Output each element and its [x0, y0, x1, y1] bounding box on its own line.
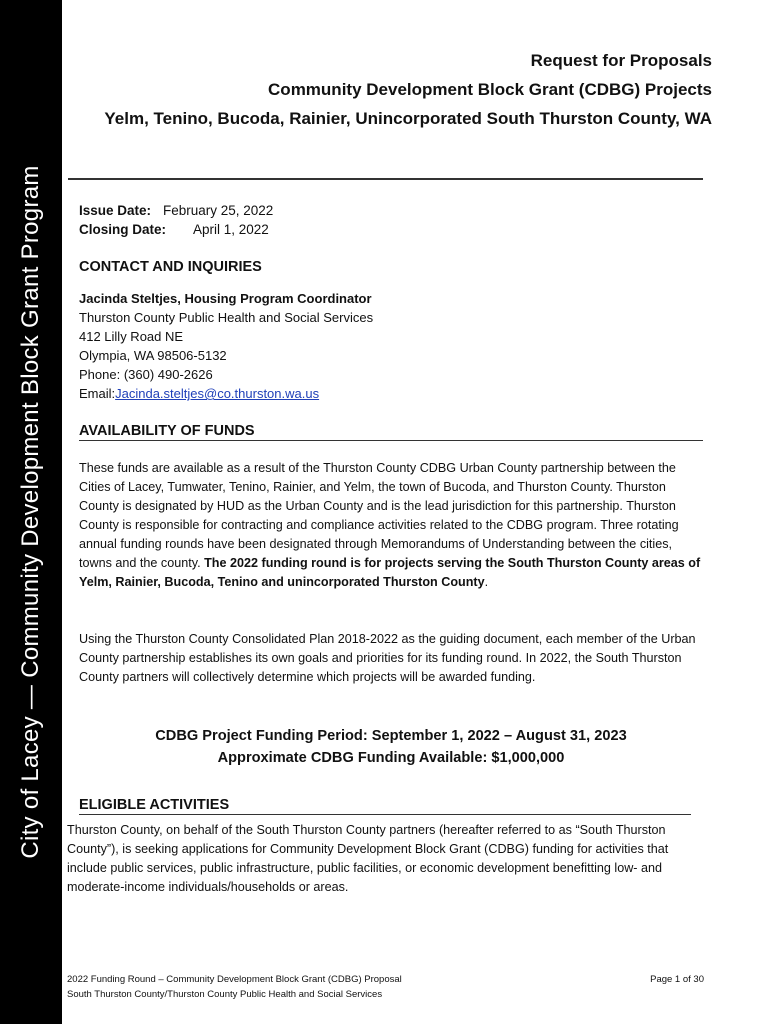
availability-paragraph-1-text: These funds are available as a result of the Thurston County CDBG Urban County partnership between the Cities of Lacey, Tumwater, Tenino, Rainier, and Yelm, the town of Bucoda, and Thurston County. Thurston County is designated by HUD as the Urban County and is the lead jurisdiction for this partnership. Thurston County is responsible for contracting and compliance activities related to the CDBG program. Three rotating annual funding rounds have been designated through Memorandums of Understanding between the cities, towns and the county. [79, 461, 679, 570]
contact-address-line1: 412 Lilly Road NE [79, 329, 184, 344]
availability-paragraph-1-bold: The 2022 funding round is for projects serving the South Thurston County areas of Yelm, Rainier, Bucoda, Tenino and unincorporated Thurston County [79, 556, 701, 589]
footer-line-2: South Thurston County/Thurston County Public Health and Social Services [67, 989, 383, 1000]
sidebar-banner [0, 0, 62, 1024]
contact-section-title: CONTACT AND INQUIRIES [79, 259, 262, 275]
header-rfp-title: Request for Proposals [530, 51, 712, 70]
contact-address-line2: Olympia, WA 98506-5132 [79, 348, 227, 363]
header-program-title: Community Development Block Grant (CDBG) Projects [268, 80, 712, 99]
page-number: Page 1 of 30 [650, 974, 704, 985]
footer-info [67, 972, 402, 1002]
closing-date-row [79, 220, 273, 239]
eligible-section-title: ELIGIBLE ACTIVITIES [79, 797, 691, 815]
contact-email-label: Email: [79, 386, 116, 401]
sidebar-title: City of Lacey — Community Development Block Grant Program [17, 165, 44, 859]
contact-organization: Thurston County Public Health and Social Services [79, 310, 374, 325]
issue-date-label: Issue Date: [79, 203, 152, 218]
dates-block [79, 201, 273, 239]
header-divider [68, 178, 703, 180]
eligible-paragraph: Thurston County, on behalf of the South Thurston County partners (hereafter referred to as “South Thurston County”), is seeking applications for Community Development Block Grant (CDBG) funding for activities that include public services, public infrastructure, public facilities, or economic development benefitting low- and moderate-income individuals/households or areas. [67, 823, 669, 894]
footer-line-1: 2022 Funding Round – Community Development Block Grant (CDBG) Proposal [67, 974, 402, 985]
document-header [104, 46, 712, 133]
closing-date-value: April 1, 2022 [193, 222, 269, 237]
contact-name: Jacinda Steltjes, Housing Program Coordinator [79, 291, 372, 306]
contact-phone: Phone: (360) 490-2626 [79, 367, 213, 382]
issue-date-value: February 25, 2022 [163, 203, 274, 218]
closing-date-label: Closing Date: [79, 222, 167, 237]
funding-summary [79, 725, 703, 769]
contact-email-row [79, 384, 373, 403]
availability-paragraph-1 [79, 459, 705, 592]
contact-email-link[interactable]: Jacinda.steltjes@co.thurston.wa.us [115, 386, 320, 401]
availability-section-title: AVAILABILITY OF FUNDS [79, 423, 703, 441]
funding-amount: Approximate CDBG Funding Available: $1,000,000 [217, 750, 565, 766]
contact-block [79, 289, 373, 403]
availability-paragraph-2: Using the Thurston County Consolidated Plan 2018-2022 as the guiding document, each member of the Urban County partnership establishes its own goals and priorities for its funding round. In 2022, the South Thurston County partners will collectively determine which projects will be awarded funding. [79, 632, 696, 684]
header-locations: Yelm, Tenino, Bucoda, Rainier, Unincorporated South Thurston County, WA [104, 109, 712, 128]
availability-paragraph-1-end: . [484, 575, 489, 589]
issue-date-row [79, 201, 273, 220]
funding-period: CDBG Project Funding Period: September 1, 2022 – August 31, 2023 [155, 728, 627, 744]
